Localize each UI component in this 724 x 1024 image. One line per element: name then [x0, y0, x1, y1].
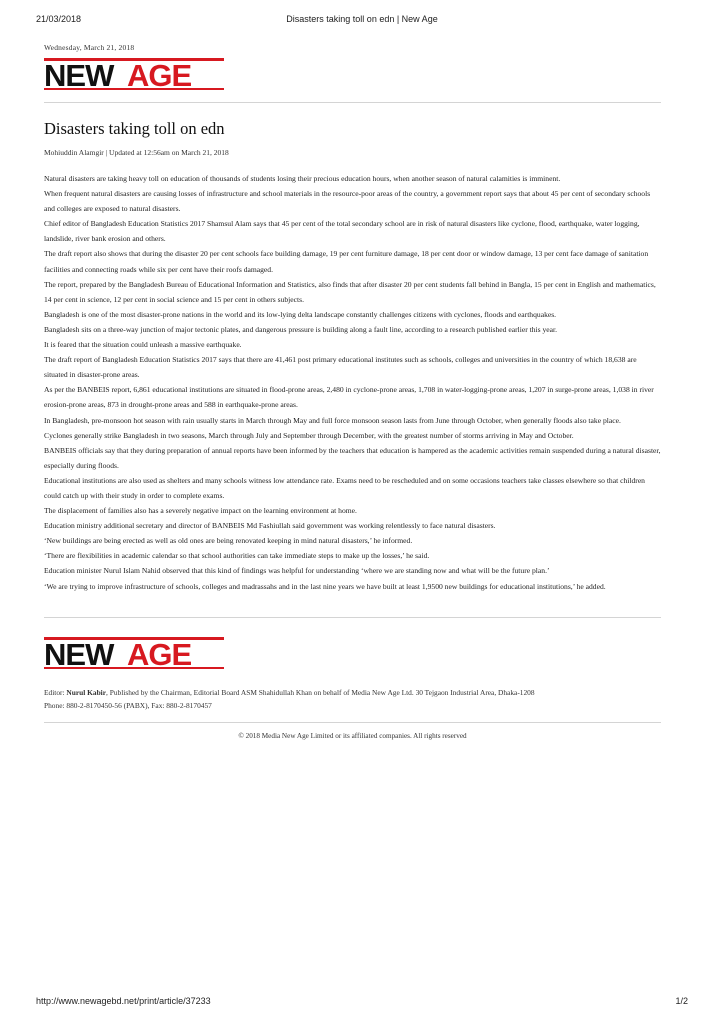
- article-paragraph: It is feared that the situation could unleash a massive earthquake.: [44, 340, 242, 350]
- article-paragraph: Cyclones generally strike Bangladesh in two seasons, March through July and September through December, with the greatest number of storms arriving in May and October.: [44, 430, 574, 440]
- editor-details: , Published by the Chairman, Editorial Board ASM Shahidullah Khan on behalf of Media New Age Ltd. 30 Tejgaon Industrial Area, Dhaka-1208: [106, 687, 535, 697]
- header-divider: [44, 102, 661, 103]
- print-page-title: Disasters taking toll on edn | New Age: [286, 14, 438, 24]
- article-paragraph: Chief editor of Bangladesh Education Statistics 2017 Shamsul Alam says that 45 per cent of the total secondary school are in risk of natural disasters like cyclone, flood, earthquake, water logging, landslide, river bank erosion and others.: [44, 219, 640, 244]
- article-paragraph: Bangladesh sits on a three-way junction of major tectonic plates, and dangerous pressure is building along a fault line, according to a research published earlier this year.: [44, 324, 558, 334]
- copyright-text: © 2018 Media New Age Limited or its affiliated companies. All rights reserved: [238, 731, 467, 740]
- print-header: [36, 6, 688, 22]
- article-paragraph: ‘New buildings are being erected as well as old ones are being renovated keeping in mind natural disasters,’ he informed.: [44, 536, 413, 546]
- article-paragraph: Education minister Nurul Islam Nahid observed that this kind of findings was helpful for understanding ‘where we are standing now and what will be the future plan.’: [44, 566, 550, 576]
- article-paragraph: Educational institutions are also used as shelters and many schools witness low attendance rate. Exams need to be rescheduled and on some occasions teachers take classes elsewhere so that children could catch up with their study in order to complete exams.: [44, 475, 645, 500]
- article-paragraph: The displacement of families also has a severely negative impact on the learning environment at home.: [44, 506, 357, 516]
- article-paragraph: The draft report also shows that during the disaster 20 per cent schools face building damage, 19 per cent furniture damage, 18 per cent door or window damage, 13 per cent face damage of sanitation facilities and connecting roads while six per cent have their roofs damaged.: [44, 249, 649, 274]
- article-paragraph: ‘There are flexibilities in academic calendar so that school authorities can take immediate steps to make up the losses,’ he said.: [44, 551, 430, 561]
- logo-text-new: NEW: [44, 58, 114, 92]
- article-paragraph: BANBEIS officials say that they during preparation of annual reports have been informed by the teachers that education is hampered as the academic activities remain suspended during a natural disaster, especially during floods.: [44, 445, 661, 470]
- print-page-number: 1/2: [675, 996, 688, 1006]
- article-paragraph: In Bangladesh, pre-monsoon hot season with rain usually starts in March through May and full force monsoon season lasts from June through October, when generally floods also take place.: [44, 415, 621, 425]
- newage-footer-logo[interactable]: [44, 635, 661, 671]
- footer-logo-text-age: AGE: [127, 636, 192, 671]
- article-paragraph: Natural disasters are taking heavy toll on education of thousands of students losing their precious education hours, when another season of natural calamities is imminent.: [44, 174, 561, 183]
- print-url[interactable]: http://www.newagebd.net/print/article/37233: [36, 996, 211, 1006]
- article-body: [44, 171, 661, 594]
- article-title: Disasters taking toll on edn: [44, 119, 225, 138]
- editor-line: [44, 686, 661, 700]
- article-paragraph: Education ministry additional secretary and director of BANBEIS Md Fashiullah said government was working relentlessly to face natural disasters.: [44, 521, 496, 531]
- copyright-divider: [44, 722, 661, 723]
- logo-text-age: AGE: [127, 58, 192, 92]
- print-date: 21/03/2018: [36, 14, 82, 24]
- editor-name: Nurul Kabir: [66, 687, 107, 697]
- newage-logo[interactable]: [44, 56, 661, 92]
- footer-logo-text-new: NEW: [44, 636, 114, 671]
- contact-line: Phone: 880-2-8170450-56 (PABX), Fax: 880-2-8170457: [44, 701, 212, 711]
- article-paragraph: When frequent natural disasters are causing losses of infrastructure and school materials in the resource-poor areas of the country, a government report says that about 45 per cent of secondary schools and colleges are exposed to natural disasters.: [44, 189, 651, 214]
- article-paragraph: Bangladesh is one of the most disaster-prone nations in the world and its low-lying delta landscape constantly challenges citizens with cyclones, floods and earthquakes.: [44, 309, 557, 319]
- article-paragraph: As per the BANBEIS report, 6,861 educational institutions are situated in flood-prone areas, 2,480 in cyclone-prone areas, 1,708 in water-logging-prone areas, 1,207 in surge-prone areas, 1,038 in river erosion-prone areas, 873 in drought-prone areas and 588 in earthquake-prone areas.: [44, 385, 654, 410]
- article-page: [44, 40, 661, 740]
- article-paragraph: ‘We are trying to improve infrastructure of schools, colleges and madrassahs and in the last nine years we have built at least 1,9500 new buildings for educational institutions,’ he added.: [44, 581, 606, 591]
- article-byline: Mohiuddin Alamgir | Updated at 12:56am on March 21, 2018: [44, 148, 229, 157]
- article-paragraph: The draft report of Bangladesh Education Statistics 2017 says that there are 41,461 post primary educational institutes such as schools, colleges and universities in the country of which 18,638 are situated in disaster-prone areas.: [44, 355, 637, 380]
- masthead-date: Wednesday, March 21, 2018: [44, 43, 135, 52]
- footer-divider: [44, 617, 661, 618]
- editor-label: Editor:: [44, 687, 65, 697]
- article-paragraph: The report, prepared by the Bangladesh Bureau of Educational Information and Statistics, also finds that after disaster 20 per cent students fall behind in Bangla, 15 per cent in English and mathematics, 14 per cent in science, 12 per cent in social science and 15 per cent in others subjects.: [44, 279, 656, 304]
- print-footer: [36, 996, 688, 1010]
- editorial-info: [44, 686, 661, 713]
